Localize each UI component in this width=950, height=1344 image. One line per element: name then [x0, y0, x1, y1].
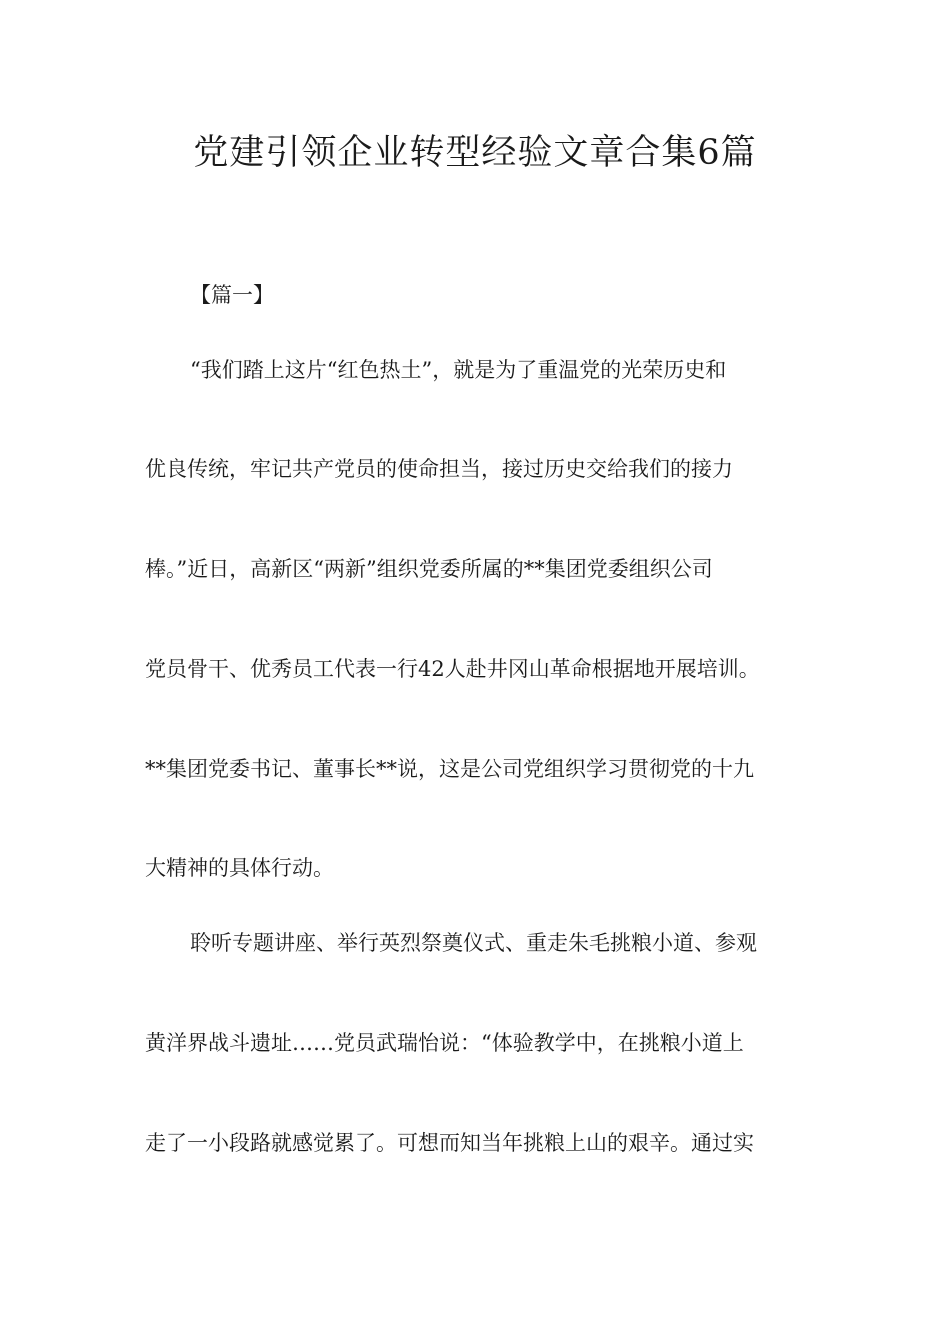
paragraph-line: 聆听专题讲座、举行英烈祭奠仪式、重走朱毛挑粮小道、参观: [190, 931, 757, 955]
paragraph-line: **集团党委书记、董事长**说，这是公司党组织学习贯彻党的十九: [145, 757, 754, 781]
section-label: 【篇一】: [190, 283, 274, 307]
paragraph-line: 黄洋界战斗遗址……党员武瑞怡说：“体验教学中，在挑粮小道上: [145, 1031, 744, 1055]
paragraph-line: 大精神的具体行动。: [145, 856, 334, 880]
paragraph-line: 优良传统，牢记共产党员的使命担当，接过历史交给我们的接力: [145, 457, 733, 481]
paragraph-line: 走了一小段路就感觉累了。可想而知当年挑粮上山的艰辛。通过实: [145, 1131, 754, 1155]
paragraph-line: 棒。”近日，高新区“两新”组织党委所属的**集团党委组织公司: [145, 557, 713, 581]
paragraph-line: 党员骨干、优秀员工代表一行42人赴井冈山革命根据地开展培训。: [145, 657, 760, 681]
paragraph-line: “我们踏上这片“红色热土”，就是为了重温党的光荣历史和: [190, 358, 727, 382]
document-title: 党建引领企业转型经验文章合集6篇: [193, 133, 757, 173]
